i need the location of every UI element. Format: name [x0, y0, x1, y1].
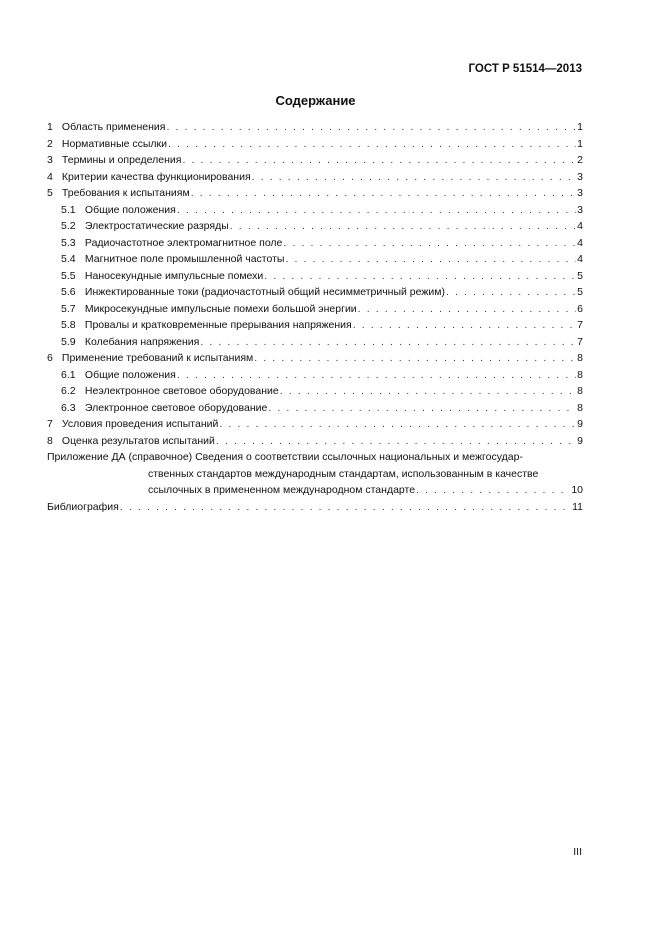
- toc-page-number: 1: [577, 137, 583, 150]
- toc-entry-number: 6.2: [61, 385, 76, 397]
- toc-page-number: 3: [577, 170, 583, 183]
- toc-entry-label: Радиочастотное электромагнитное поле: [84, 236, 283, 249]
- toc-leader-dots: [230, 218, 576, 235]
- toc-page-number: 2: [577, 154, 583, 166]
- toc-entry[interactable]: [47, 416, 583, 433]
- toc-entry[interactable]: [47, 350, 583, 367]
- toc-leader-dots: [280, 383, 576, 400]
- toc-leader-dots: [358, 301, 576, 318]
- toc-entry-number: 2: [47, 137, 53, 150]
- toc-entry-title: [61, 284, 445, 301]
- toc-leader-dots: [177, 367, 576, 384]
- toc-entry-title: [61, 235, 282, 252]
- toc-entry[interactable]: [47, 284, 583, 301]
- toc-entry-bibliography[interactable]: [47, 499, 583, 516]
- toc-entry-number: 5.2: [61, 220, 76, 232]
- toc-leader-dots: [219, 416, 576, 433]
- toc-page-number: 8: [577, 401, 583, 414]
- toc-entry-title: [61, 251, 284, 268]
- toc-page-number: 3: [577, 187, 583, 199]
- toc-entry-label: Электронное световое оборудование: [84, 401, 268, 414]
- toc-entry[interactable]: [47, 185, 583, 202]
- toc-heading: Содержание: [275, 93, 356, 108]
- toc-leader-dots: [200, 334, 576, 351]
- toc-entry-number: 1: [47, 121, 53, 133]
- toc-page-number: 11: [572, 500, 583, 513]
- toc-entries: [47, 119, 583, 449]
- toc-leader-dots: [168, 136, 576, 153]
- toc-entry[interactable]: [47, 136, 583, 153]
- toc-entry-title: [61, 268, 263, 285]
- toc-entry-title: [61, 400, 267, 417]
- toc-leader-dots: [177, 202, 576, 219]
- toc-leader-dots: [182, 152, 576, 169]
- toc-entry-label: Нормативные ссылки: [61, 137, 167, 150]
- toc-entry-label: Термины и определения: [61, 154, 182, 166]
- toc-page-number: 1: [577, 121, 583, 133]
- toc-entry-number: 5.1: [61, 203, 76, 216]
- toc-entry[interactable]: [47, 433, 583, 450]
- toc-entry-title: [61, 383, 279, 400]
- toc-entry-title: [47, 136, 167, 153]
- toc-entry-number: 7: [47, 418, 53, 430]
- toc-entry-title: [61, 367, 176, 384]
- toc-entry-title: [61, 301, 357, 318]
- toc-leader-dots: [252, 169, 577, 186]
- page-number: III: [573, 846, 582, 858]
- toc-page-number: 9: [577, 418, 583, 430]
- toc-entry-number: 6: [47, 352, 53, 364]
- toc-entry-title: [47, 169, 251, 186]
- toc-page-number: 5: [577, 269, 583, 282]
- toc-entry[interactable]: [47, 383, 583, 400]
- toc-entry-number: 6.1: [61, 368, 76, 381]
- toc-entry-title: [47, 119, 165, 136]
- toc-entry[interactable]: [47, 119, 583, 136]
- toc-page-number: 7: [577, 319, 583, 331]
- toc-entry-number: 5.5: [61, 269, 76, 282]
- toc-annex-line-2: ственных стандартов международным стандартам, использованным в качестве: [148, 467, 539, 480]
- toc-entry-title: [47, 185, 190, 202]
- toc-leader-dots: [268, 400, 576, 417]
- toc-leader-dots: [285, 251, 576, 268]
- toc-leader-dots: [191, 185, 576, 202]
- toc-page-number: 8: [577, 368, 583, 381]
- toc-leader-dots: [264, 268, 576, 285]
- toc-entry-label: Наносекундные импульсные помехи: [84, 269, 264, 282]
- toc-leader-dots: [446, 284, 576, 301]
- toc-entry-title: Библиография: [47, 500, 119, 513]
- toc-entry[interactable]: [47, 218, 583, 235]
- toc-leader-dots: [416, 482, 570, 499]
- toc-entry[interactable]: [47, 152, 583, 169]
- toc-leader-dots: [283, 235, 576, 252]
- toc-entry-label: Неэлектронное световое оборудование: [84, 385, 279, 397]
- toc-entry-label: Применение требований к испытаниям: [61, 352, 254, 364]
- toc-page-number: 4: [577, 236, 583, 249]
- toc-entry-title: [47, 350, 253, 367]
- toc-entry-number: 8: [47, 434, 53, 447]
- toc-page-number: 4: [577, 253, 583, 265]
- toc-entry-number: 5.9: [61, 335, 76, 348]
- toc-entry-label: Электростатические разряды: [84, 220, 229, 232]
- toc-leader-dots: [353, 317, 576, 334]
- toc-entry-title: [61, 317, 352, 334]
- toc-entry[interactable]: [47, 317, 583, 334]
- toc-page-number: 8: [577, 385, 583, 397]
- toc-leader-dots: [216, 433, 576, 450]
- toc-entry-number: 5.3: [61, 236, 76, 249]
- toc-entry-label: Общие положения: [84, 368, 176, 381]
- toc-entry[interactable]: [47, 400, 583, 417]
- toc-entry-label: Инжектированные токи (радиочастотный общий несимметричный режим): [84, 286, 445, 298]
- toc-leader-dots: [120, 499, 571, 516]
- toc-entry-number: 5: [47, 187, 53, 199]
- toc-entry-label: Требования к испытаниям: [61, 187, 190, 199]
- table-of-contents: [47, 119, 583, 515]
- document-code: ГОСТ Р 51514—2013: [468, 63, 582, 75]
- toc-entry-title: [61, 334, 199, 351]
- toc-annex-line-1: Приложение ДА (справочное) Сведения о соответствии ссылочных национальных и межгосудар-: [47, 451, 523, 463]
- toc-entry-title: [61, 202, 176, 219]
- toc-entry-title: [47, 433, 215, 450]
- toc-entry-title: [47, 152, 181, 169]
- toc-entry-label: Колебания напряжения: [84, 335, 200, 348]
- toc-entry-label: Общие положения: [84, 203, 176, 216]
- toc-entry[interactable]: [47, 202, 583, 219]
- toc-entry[interactable]: [47, 367, 583, 384]
- toc-leader-dots: [166, 119, 576, 136]
- toc-entry-title: [61, 218, 229, 235]
- toc-entry-label: Микросекундные импульсные помехи большой энергии: [84, 302, 357, 315]
- toc-page-number: 4: [577, 220, 583, 232]
- toc-leader-dots: [254, 350, 576, 367]
- toc-entry-label: Провалы и кратковременные прерывания напряжения: [84, 319, 352, 331]
- toc-page-number: 9: [577, 434, 583, 447]
- toc-entry-label: Область применения: [61, 121, 166, 133]
- toc-annex-line-3: ссылочных в примененном международном стандарте: [148, 484, 416, 496]
- toc-entry-number: 5.4: [61, 253, 76, 265]
- toc-entry-number: 3: [47, 154, 53, 166]
- toc-page-number: 3: [577, 203, 583, 216]
- toc-entry[interactable]: [47, 268, 583, 285]
- toc-entry-number: 5.8: [61, 319, 76, 331]
- toc-entry-label: Оценка результатов испытаний: [61, 434, 215, 447]
- toc-entry-number: 4: [47, 170, 53, 183]
- toc-page-number: 5: [577, 286, 583, 298]
- toc-entry-number: 6.3: [61, 401, 76, 414]
- toc-entry-number: 5.6: [61, 286, 76, 298]
- toc-entry-annex[interactable]: [47, 449, 583, 499]
- toc-entry[interactable]: [47, 334, 583, 351]
- toc-entry[interactable]: [47, 235, 583, 252]
- toc-entry-title: [47, 416, 218, 433]
- toc-entry-label: Критерии качества функционирования: [61, 170, 251, 183]
- toc-entry-number: 5.7: [61, 302, 76, 315]
- toc-entry[interactable]: [47, 301, 583, 318]
- toc-page-number: 8: [577, 352, 583, 364]
- toc-page-number: 10: [571, 484, 583, 496]
- toc-entry-label: Условия проведения испытаний: [61, 418, 219, 430]
- toc-page-number: 7: [577, 335, 583, 348]
- toc-entry-label: Магнитное поле промышленной частоты: [84, 253, 285, 265]
- toc-entry[interactable]: [47, 251, 583, 268]
- toc-entry[interactable]: [47, 169, 583, 186]
- toc-page-number: 6: [577, 302, 583, 315]
